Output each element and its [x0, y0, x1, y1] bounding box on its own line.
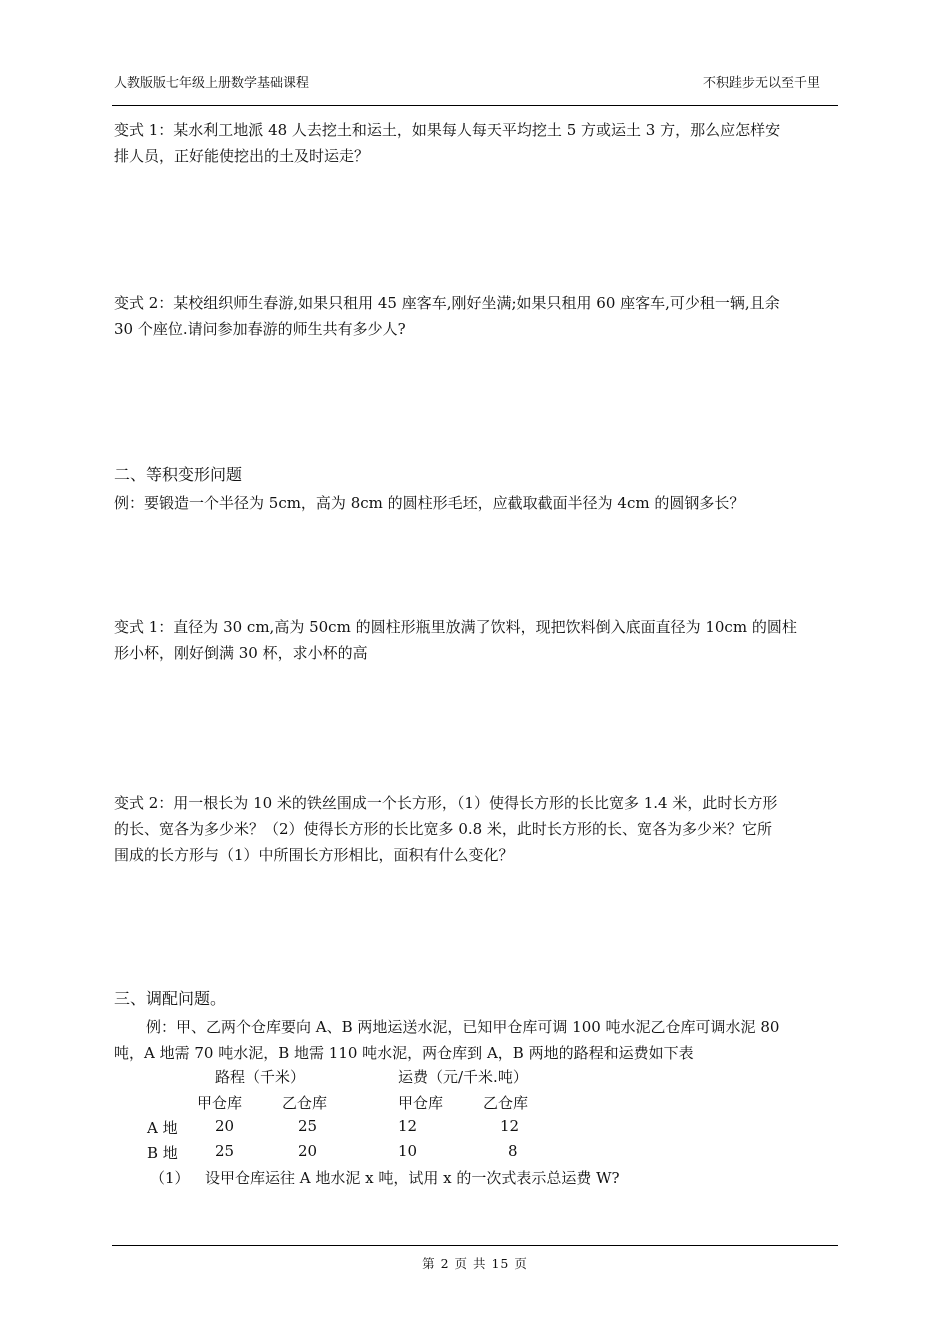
- table-cell: 25: [215, 1142, 235, 1160]
- paragraph-line: 变式 2：用一根长为 10 米的铁丝围成一个长方形，（1）使得长方形的长比宽多 1.4 米，此时长方形: [114, 794, 778, 812]
- example-cement-problem: [114, 1014, 779, 1066]
- paragraph-line: 形小杯，刚好倒满 30 杯，求小杯的高: [114, 644, 368, 662]
- header-course-title: 人教版版七年级上册数学基础课程: [114, 76, 310, 91]
- table-col-header: 乙仓库: [282, 1094, 328, 1112]
- table-row-label: B 地: [147, 1144, 178, 1162]
- section-heading-equal-volume: 二、等积变形问题: [114, 465, 243, 484]
- table-cell: 10: [398, 1142, 418, 1160]
- paragraph-line: 变式 2：某校组织师生春游,如果只租用 45 座客车,刚好坐满;如果只租用 60 座客车,可少租一辆,且余: [114, 294, 780, 312]
- table-col-header: 甲仓库: [398, 1094, 444, 1112]
- table-row-label: A 地: [147, 1119, 178, 1137]
- table-col-header: 乙仓库: [483, 1094, 529, 1112]
- paragraph-line: 30 个座位.请问参加春游的师生共有多少人?: [114, 320, 406, 338]
- page-number: 第 2 页 共 15 页: [422, 1256, 528, 1271]
- table-col-header: 甲仓库: [197, 1094, 243, 1112]
- variant-1-bottle-problem: [114, 614, 797, 666]
- section-heading-allocation: 三、调配问题。: [114, 989, 227, 1008]
- paragraph-line: 的长、宽各为多少米？（2）使得长方形的长比宽多 0.8 米，此时长方形的长、宽各为多少米？它所: [114, 820, 772, 838]
- table-cell: 25: [298, 1117, 318, 1135]
- footer-rule: [112, 1245, 838, 1246]
- question-1-number: （1）: [150, 1169, 190, 1187]
- header-rule: [112, 105, 838, 106]
- paragraph-line: 围成的长方形与（1）中所围长方形相比，面积有什么变化？: [114, 846, 514, 864]
- table-group-freight: 运费（元/千米.吨）: [398, 1068, 528, 1086]
- table-cell: 20: [298, 1142, 318, 1160]
- paragraph-line: 吨，A 地需 70 吨水泥，B 地需 110 吨水泥，两仓库到 A，B 两地的路程和运费如下表: [114, 1044, 694, 1062]
- table-cell: 20: [215, 1117, 235, 1135]
- table-cell: 8: [508, 1142, 518, 1160]
- paragraph-line: 例：甲、乙两个仓库要向 A、B 两地运送水泥，已知甲仓库可调 100 吨水泥乙仓库可调水泥 80: [146, 1018, 780, 1036]
- header-motto: 不积跬步无以至千里: [703, 76, 821, 91]
- table-group-distance: 路程（千米）: [215, 1068, 306, 1086]
- variant-2-wire-problem: [114, 790, 777, 868]
- variant-1-problem: [114, 117, 780, 169]
- paragraph-line: 排人员，正好能使挖出的土及时运走？: [114, 147, 370, 165]
- table-cell: 12: [500, 1117, 520, 1135]
- example-forging-problem: 例：要锻造一个半径为 5cm，高为 8cm 的圆柱形毛坯，应截取截面半径为 4cm 的圆钢多长？: [114, 494, 745, 512]
- table-cell: 12: [398, 1117, 418, 1135]
- question-1-text: 设甲仓库运往 A 地水泥 x 吨，试用 x 的一次式表示总运费 W?: [205, 1169, 620, 1187]
- paragraph-line: 变式 1：某水利工地派 48 人去挖土和运土，如果每人每天平均挖土 5 方或运土 3 方，那么应怎样安: [114, 121, 781, 139]
- paragraph-line: 变式 1：直径为 30 cm,高为 50cm 的圆柱形瓶里放满了饮料，现把饮料倒入底面直径为 10cm 的圆柱: [114, 618, 797, 636]
- variant-2-problem: [114, 290, 780, 342]
